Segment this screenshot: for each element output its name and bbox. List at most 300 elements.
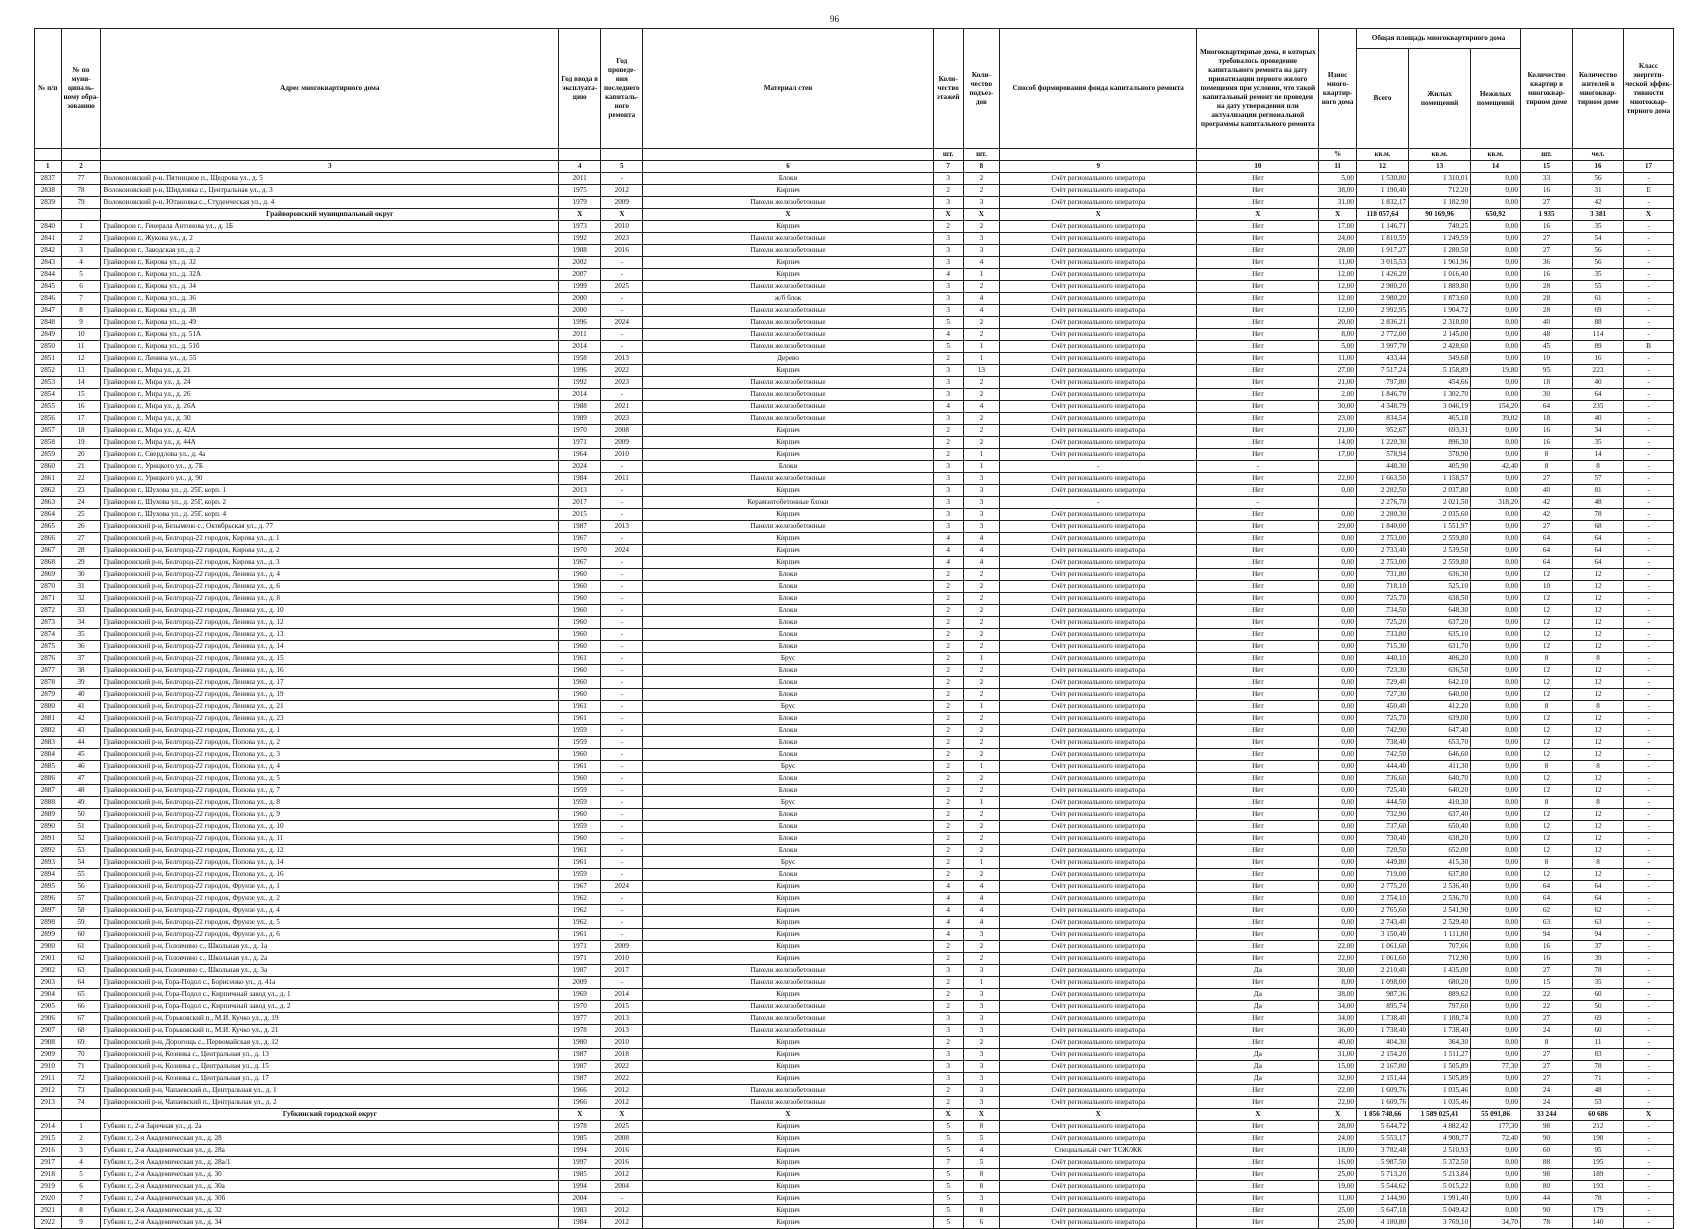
table-cell: 64 <box>1520 557 1572 569</box>
table-cell: Счёт регионального оператора <box>1000 845 1197 857</box>
table-cell: 2 <box>933 809 963 821</box>
table-cell: 27 <box>1520 521 1572 533</box>
table-row <box>35 773 1674 785</box>
table-cell: Панели железобетонные <box>643 401 933 413</box>
table-cell: - <box>1624 1001 1674 1013</box>
table-cell: 2 753,00 <box>1356 557 1408 569</box>
table-cell: 2 <box>963 281 1000 293</box>
table-row <box>35 509 1674 521</box>
table-cell: 189 <box>1573 1169 1624 1181</box>
table-cell: 1961 <box>559 761 601 773</box>
table-cell: Нет <box>1197 353 1319 365</box>
table-cell: Брус <box>643 797 933 809</box>
table-cell: 94 <box>1573 929 1624 941</box>
table-cell: 1973 <box>559 221 601 233</box>
table-cell: 73 <box>61 1085 101 1097</box>
table-cell: 1959 <box>559 737 601 749</box>
table-cell: 60 <box>1520 1145 1572 1157</box>
table-cell: 35 <box>61 629 101 641</box>
table-cell: 2864 <box>35 509 62 521</box>
table-cell: Грайворонский р-н, Белгород-22 городок, Ленина ул., д. 21 <box>101 701 559 713</box>
table-cell: 60 <box>61 929 101 941</box>
table-cell: 2 <box>933 617 963 629</box>
table-cell: 2012 <box>601 185 643 197</box>
table-cell: 71 <box>1573 1073 1624 1085</box>
table-cell: 19,80 <box>1471 365 1521 377</box>
table-cell: 732,90 <box>1356 809 1408 821</box>
table-cell: 2 <box>933 449 963 461</box>
table-cell: 12 <box>1520 605 1572 617</box>
table-cell: 62 <box>1573 905 1624 917</box>
table-cell: 1 935 <box>1520 209 1572 221</box>
table-cell: 2896 <box>35 893 62 905</box>
table-cell: 2 559,80 <box>1409 557 1471 569</box>
table-cell: 2852 <box>35 365 62 377</box>
table-cell: Нет <box>1197 857 1319 869</box>
table-cell: 195 <box>1573 1157 1624 1169</box>
table-cell: 640,00 <box>1409 689 1471 701</box>
table-cell: 1961 <box>559 857 601 869</box>
table-cell: 0,00 <box>1471 905 1521 917</box>
table-cell: 3 <box>963 233 1000 245</box>
table-cell: 2918 <box>35 1169 62 1181</box>
table-cell: 63 <box>1573 917 1624 929</box>
table-cell: 30 <box>1520 389 1572 401</box>
table-cell: 2843 <box>35 257 62 269</box>
table-cell: 12 <box>1520 869 1572 881</box>
table-cell: Счёт регионального оператора <box>1000 1037 1197 1049</box>
table-cell: Нет <box>1197 1145 1319 1157</box>
table-cell: 2 <box>963 413 1000 425</box>
table-cell: 24 <box>61 497 101 509</box>
table-cell: 0,00 <box>1319 629 1357 641</box>
table-cell: 2891 <box>35 833 62 845</box>
table-cell: 53 <box>1573 1097 1624 1109</box>
table-cell: 1 435,00 <box>1409 965 1471 977</box>
table-cell: Нет <box>1197 473 1319 485</box>
table-cell: 0,00 <box>1319 701 1357 713</box>
table-cell: 12 <box>1520 617 1572 629</box>
table-cell: 29 <box>61 557 101 569</box>
table-cell: 2907 <box>35 1025 62 1037</box>
table-cell: Кирпич <box>643 557 933 569</box>
table-cell: 0,00 <box>1471 341 1521 353</box>
table-cell: 2 280,30 <box>1356 509 1408 521</box>
table-row <box>35 377 1674 389</box>
table-cell: Нет <box>1197 1121 1319 1133</box>
table-cell: 72 <box>61 1073 101 1085</box>
table-cell: Грайворонский р-н, Белгород-22 городок, Попова ул., д. 11 <box>101 833 559 845</box>
table-row <box>35 1217 1674 1229</box>
table-cell: Кирпич <box>643 185 933 197</box>
table-cell: 1 505,89 <box>1409 1073 1471 1085</box>
table-row <box>35 617 1674 629</box>
table-cell: 0,00 <box>1471 701 1521 713</box>
table-cell: 1 840,00 <box>1356 521 1408 533</box>
table-cell: 35 <box>1573 269 1624 281</box>
table-cell: Панели железобетонные <box>643 413 933 425</box>
table-cell: 1960 <box>559 617 601 629</box>
table-cell: 2 <box>963 437 1000 449</box>
table-cell: Счёт регионального оператора <box>1000 821 1197 833</box>
table-cell: 318,20 <box>1471 497 1521 509</box>
table-cell: 78 <box>1573 965 1624 977</box>
table-cell: Волоконовский р-н, Шидловка с., Центральная ул., д. 3 <box>101 185 559 197</box>
table-cell: - <box>1624 713 1674 725</box>
table-cell: 62 <box>1520 905 1572 917</box>
table-cell: 34,00 <box>1319 1013 1357 1025</box>
table-cell: Счёт регионального оператора <box>1000 701 1197 713</box>
table-cell: 95 <box>1520 365 1572 377</box>
table-row <box>35 965 1674 977</box>
table-cell: 3 <box>963 965 1000 977</box>
table-cell: 2917 <box>35 1157 62 1169</box>
table-cell: - <box>1624 557 1674 569</box>
table-cell: 35 <box>1573 221 1624 233</box>
table-cell: 3 <box>963 989 1000 1001</box>
table-cell: Нет <box>1197 1217 1319 1229</box>
table-cell: Грайворонский р-н, Белгород-22 городок, Фрунзе ул., д. 2 <box>101 893 559 905</box>
table-cell: Панели железобетонные <box>643 305 933 317</box>
table-cell: 4 908,77 <box>1409 1133 1471 1145</box>
table-cell: 5 049,42 <box>1409 1205 1471 1217</box>
table-cell: Счёт регионального оператора <box>1000 797 1197 809</box>
table-cell: 0,00 <box>1471 485 1521 497</box>
table-cell: 378,90 <box>1409 449 1471 461</box>
table-cell: 2025 <box>601 1121 643 1133</box>
table-cell: 64 <box>1573 881 1624 893</box>
table-cell: 69 <box>1573 305 1624 317</box>
table-cell: 2 037,80 <box>1409 485 1471 497</box>
table-cell: 725,20 <box>1356 617 1408 629</box>
table-cell: 2868 <box>35 557 62 569</box>
table-cell: Счёт регионального оператора <box>1000 773 1197 785</box>
page-number: 96 <box>830 14 839 24</box>
table-cell: Блоки <box>643 641 933 653</box>
table-cell: 12 <box>1520 785 1572 797</box>
table-cell: 1 846,70 <box>1356 389 1408 401</box>
table-cell: 50 <box>61 809 101 821</box>
table-cell: 0,00 <box>1471 185 1521 197</box>
table-cell: Нет <box>1197 401 1319 413</box>
table-cell: 0,00 <box>1471 1037 1521 1049</box>
table-cell: 43 <box>61 725 101 737</box>
table-cell: 4 <box>933 545 963 557</box>
table-cell: 0,00 <box>1471 641 1521 653</box>
table-cell: 12 <box>1520 821 1572 833</box>
table-cell: 64 <box>1520 533 1572 545</box>
table-cell: Нет <box>1197 1193 1319 1205</box>
table-cell: 2 <box>963 605 1000 617</box>
table-cell: 2890 <box>35 821 62 833</box>
table-cell: 2 <box>963 569 1000 581</box>
table-cell: 1 609,76 <box>1356 1097 1408 1109</box>
table-cell: 2 <box>963 185 1000 197</box>
table-cell: 444,40 <box>1356 761 1408 773</box>
table-cell: 4 <box>963 917 1000 929</box>
table-cell: Грайворонский р-н, Белгород-22 городок, Ленина ул., д. 6 <box>101 581 559 593</box>
table-cell: 2025 <box>601 281 643 293</box>
table-cell: 3 <box>963 1097 1000 1109</box>
table-cell: 14 <box>61 377 101 389</box>
table-row <box>35 629 1674 641</box>
table-cell: - <box>601 257 643 269</box>
table-cell: 0,00 <box>1471 1145 1521 1157</box>
table-row <box>35 1061 1674 1073</box>
table-cell: 2013 <box>601 1025 643 1037</box>
table-cell: Счёт регионального оператора <box>1000 1097 1197 1109</box>
table-cell: 1 <box>963 461 1000 473</box>
table-cell: 2839 <box>35 197 62 209</box>
table-cell: 27 <box>1520 1049 1572 1061</box>
table-cell: - <box>1624 689 1674 701</box>
table-cell: Счёт регионального оператора <box>1000 1025 1197 1037</box>
header-wear: Износ много-квартир-ного дома <box>1319 29 1357 149</box>
table-cell: Счёт регионального оператора <box>1000 365 1197 377</box>
table-cell: 25 <box>61 509 101 521</box>
table-cell: 725,70 <box>1356 713 1408 725</box>
table-cell: 27 <box>1520 473 1572 485</box>
table-row <box>35 389 1674 401</box>
table-cell: - <box>1624 797 1674 809</box>
table-cell: 2 536,40 <box>1409 881 1471 893</box>
table-cell: Счёт регионального оператора <box>1000 713 1197 725</box>
table-cell: 719,00 <box>1356 869 1408 881</box>
table-cell: 2 <box>963 941 1000 953</box>
table-cell: Нет <box>1197 881 1319 893</box>
table-cell: 2004 <box>559 1193 601 1205</box>
table-cell: 2 <box>963 389 1000 401</box>
table-cell: 2016 <box>601 245 643 257</box>
table-cell: 2013 <box>601 353 643 365</box>
table-row <box>35 305 1674 317</box>
table-cell: 693,31 <box>1409 425 1471 437</box>
table-row <box>35 1097 1674 1109</box>
table-cell: Счёт регионального оператора <box>1000 1073 1197 1085</box>
table-cell: 2902 <box>35 965 62 977</box>
table-cell: - <box>1624 437 1674 449</box>
table-cell: 52 <box>61 833 101 845</box>
table-cell: 0,00 <box>1319 905 1357 917</box>
table-cell: 69 <box>61 1037 101 1049</box>
table-cell: 364,30 <box>1409 1037 1471 1049</box>
table-cell: 1 302,70 <box>1409 389 1471 401</box>
table-cell: Грайворон г., Мира ул., д. 21 <box>101 365 559 377</box>
table-cell: Грайворон г., Кирова ул., д. 34 <box>101 281 559 293</box>
table-cell: 46 <box>61 761 101 773</box>
table-cell: - <box>1624 929 1674 941</box>
table-cell: 8 <box>1573 797 1624 809</box>
table-cell: - <box>601 737 643 749</box>
table-cell: 0,00 <box>1319 821 1357 833</box>
table-cell: 2023 <box>601 377 643 389</box>
table-cell: 1 <box>963 353 1000 365</box>
table-cell: 3 <box>963 1049 1000 1061</box>
table-cell: 49 <box>61 797 101 809</box>
table-cell: 1 <box>963 857 1000 869</box>
header-total-area-group: Общая площадь многоквартирного дома <box>1356 29 1520 49</box>
table-row <box>35 953 1674 965</box>
table-cell: 0,00 <box>1471 977 1521 989</box>
table-body <box>35 173 1674 1229</box>
table-cell: 8 <box>963 1121 1000 1133</box>
table-cell: 67 <box>61 1013 101 1025</box>
table-cell: 31,00 <box>1319 1049 1357 1061</box>
table-cell: 2015 <box>601 1001 643 1013</box>
table-cell: Кирпич <box>643 1073 933 1085</box>
table-cell: 1989 <box>559 413 601 425</box>
table-cell: - <box>1624 605 1674 617</box>
table-cell: 0,00 <box>1471 1205 1521 1217</box>
table-cell: 2021 <box>601 401 643 413</box>
table-cell: 4 <box>963 257 1000 269</box>
table-cell: 2 <box>933 221 963 233</box>
table-cell: 16 <box>1520 437 1572 449</box>
table-row <box>35 869 1674 881</box>
table-cell: 17,00 <box>1319 221 1357 233</box>
table-cell: - <box>1624 845 1674 857</box>
table-cell: 64 <box>1573 557 1624 569</box>
table-cell: 2 151,44 <box>1356 1073 1408 1085</box>
table-cell: Нет <box>1197 545 1319 557</box>
table-cell: - <box>1624 869 1674 881</box>
table-cell: 60 686 <box>1573 1109 1624 1121</box>
table-cell: - <box>601 689 643 701</box>
table-cell: Нет <box>1197 833 1319 845</box>
table-cell: 44 <box>1520 1193 1572 1205</box>
table-cell: 2883 <box>35 737 62 749</box>
table-cell: 0,00 <box>1471 353 1521 365</box>
table-cell: Панели железобетонные <box>643 1085 933 1097</box>
table-cell: 2867 <box>35 545 62 557</box>
table-cell: 2915 <box>35 1133 62 1145</box>
table-cell: 5 <box>933 1181 963 1193</box>
table-cell: 0,00 <box>1471 173 1521 185</box>
column-number: 1 <box>35 161 62 173</box>
table-cell: 5 213,84 <box>1409 1169 1471 1181</box>
table-cell: Губкин г., 2-я Академическая ул., д. 30а <box>101 1181 559 1193</box>
table-cell: 2 <box>963 1037 1000 1049</box>
table-cell: 56 <box>1573 173 1624 185</box>
table-cell: 1 738,40 <box>1356 1025 1408 1037</box>
table-cell: 32,00 <box>1319 1073 1357 1085</box>
table-cell: - <box>601 581 643 593</box>
table-cell: - <box>1624 665 1674 677</box>
table-cell: - <box>601 593 643 605</box>
table-cell: Счёт регионального оператора <box>1000 653 1197 665</box>
table-cell: 0,00 <box>1471 1025 1521 1037</box>
table-cell: Нет <box>1197 425 1319 437</box>
table-cell: 42 <box>61 713 101 725</box>
table-cell: 2 <box>933 785 963 797</box>
table-cell: Блоки <box>643 833 933 845</box>
table-cell: - <box>601 605 643 617</box>
table-cell: 3 <box>933 521 963 533</box>
table-cell: 0,00 <box>1471 221 1521 233</box>
table-cell: 3 <box>933 233 963 245</box>
table-cell: 2014 <box>559 389 601 401</box>
table-cell: 0,00 <box>1319 509 1357 521</box>
table-cell: 2002 <box>559 257 601 269</box>
housing-register-table <box>34 28 1674 1229</box>
table-cell: 2 <box>933 821 963 833</box>
table-cell: 2,00 <box>1319 389 1357 401</box>
table-cell: Блоки <box>643 173 933 185</box>
header-repair-required: Многоквартирные дома, в которых требовалось проведение капитального ремонта на дату приватизации первого жилого помещения при условии, что такой капитальный ремонт не проведен на дату утверждения или актуализации региональной программы капитального ремонта <box>1197 29 1319 149</box>
table-cell: 2 <box>963 221 1000 233</box>
table-cell: Грайворон г., Урицкого ул., д. 90 <box>101 473 559 485</box>
table-cell: 3 <box>61 1145 101 1157</box>
table-cell: Грайворонский р-н, Безымено с., Октябрьская ул., д. 77 <box>101 521 559 533</box>
table-cell: - <box>1624 1037 1674 1049</box>
table-cell: 4 <box>933 881 963 893</box>
table-cell: 0,00 <box>1319 845 1357 857</box>
table-cell: 32 <box>61 593 101 605</box>
table-cell: - <box>1624 809 1674 821</box>
table-cell: 1 904,72 <box>1409 305 1471 317</box>
table-row <box>35 941 1674 953</box>
table-cell: 12 <box>61 353 101 365</box>
table-cell: 2873 <box>35 617 62 629</box>
table-cell: Грайворон г., Кирова ул., д. 51б <box>101 341 559 353</box>
table-cell: Нет <box>1197 1205 1319 1217</box>
table-cell: 2012 <box>601 1085 643 1097</box>
table-row <box>35 989 1674 1001</box>
table-cell: Кирпич <box>643 893 933 905</box>
table-cell: Нет <box>1197 437 1319 449</box>
table-cell: 2855 <box>35 401 62 413</box>
table-cell: 2903 <box>35 977 62 989</box>
table-cell: 25,00 <box>1319 1169 1357 1181</box>
table-cell: 29,00 <box>1319 521 1357 533</box>
table-cell: - <box>1624 293 1674 305</box>
table-cell: 0,00 <box>1471 317 1521 329</box>
table-cell: Счёт регионального оператора <box>1000 965 1197 977</box>
table-cell: Счёт регионального оператора <box>1000 485 1197 497</box>
table-cell: 34 <box>61 617 101 629</box>
table-cell: 1970 <box>559 1001 601 1013</box>
table-cell: 8 <box>1520 701 1572 713</box>
table-cell: 5 158,89 <box>1409 365 1471 377</box>
table-cell: 0,00 <box>1319 761 1357 773</box>
table-cell: - <box>1624 485 1674 497</box>
table-cell: - <box>1624 1205 1674 1217</box>
table-row <box>35 1181 1674 1193</box>
header-row-number: № п/п <box>35 29 62 149</box>
table-cell: Счёт регионального оператора <box>1000 413 1197 425</box>
table-cell: 444,50 <box>1356 797 1408 809</box>
header-area-total: Всего <box>1356 49 1408 149</box>
table-cell: 1 738,40 <box>1356 1013 1408 1025</box>
table-cell: 2841 <box>35 233 62 245</box>
table-cell: 31 <box>1573 185 1624 197</box>
table-cell: 5 <box>933 1121 963 1133</box>
table-cell: 2011 <box>601 473 643 485</box>
table-cell: Нет <box>1197 449 1319 461</box>
table-cell: 1 991,40 <box>1409 1193 1471 1205</box>
table-cell: Да <box>1197 989 1319 1001</box>
table-cell: 987,36 <box>1356 989 1408 1001</box>
table-cell: 18 <box>61 425 101 437</box>
table-cell: 33 <box>61 605 101 617</box>
table-cell: 0,00 <box>1319 893 1357 905</box>
table-cell: 1960 <box>559 665 601 677</box>
table-cell: 2010 <box>601 449 643 461</box>
table-cell: 12,00 <box>1319 269 1357 281</box>
table-cell: 2 <box>933 593 963 605</box>
table-cell: - <box>1624 533 1674 545</box>
table-cell: 2 753,00 <box>1356 533 1408 545</box>
